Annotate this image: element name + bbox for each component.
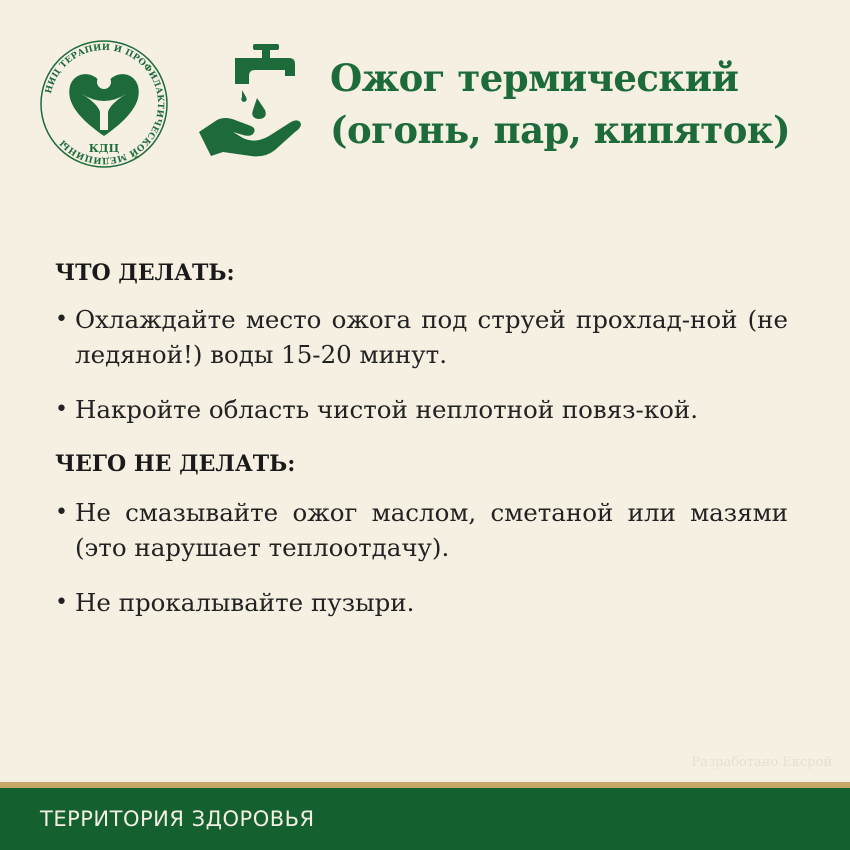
list-item: • Охлаждайте место ожога под струей прохлад-ной (не ледяной!) воды 15-20 минут. — [55, 302, 788, 372]
logo-ring-text: НИЦ ТЕРАПИИ И ПРОФИЛАКТИЧЕСКОЙ МЕДИЦИНЫ — [44, 42, 166, 166]
logo — [38, 38, 170, 170]
section-heading-dont: ЧЕГО НЕ ДЕЛАТЬ: — [55, 451, 296, 477]
page-title — [330, 52, 830, 156]
hand-under-faucet-icon — [195, 40, 305, 160]
logo-abbr: КДЦ — [88, 142, 120, 155]
watermark: Разработано Ексрой — [691, 755, 832, 770]
heart-person-logo-icon — [38, 38, 170, 170]
do-list — [55, 302, 788, 427]
title-line-1: Ожог термический — [330, 56, 739, 100]
footer — [0, 788, 850, 850]
section-heading-do: ЧТО ДЕЛАТЬ: — [55, 260, 235, 286]
dont-list — [55, 495, 788, 620]
title-line-2: (огонь, пар, кипяток) — [330, 108, 791, 152]
instructions — [55, 258, 788, 620]
list-item: • Накройте область чистой неплотной повяз-кой. — [55, 392, 788, 427]
list-item: • Не прокалывайте пузыри. — [55, 585, 788, 620]
list-item: • Не смазывайте ожог маслом, сметаной или мазями (это нарушает теплоотдачу). — [55, 495, 788, 565]
footer-text: ТЕРРИТОРИЯ ЗДОРОВЬЯ — [40, 807, 315, 831]
